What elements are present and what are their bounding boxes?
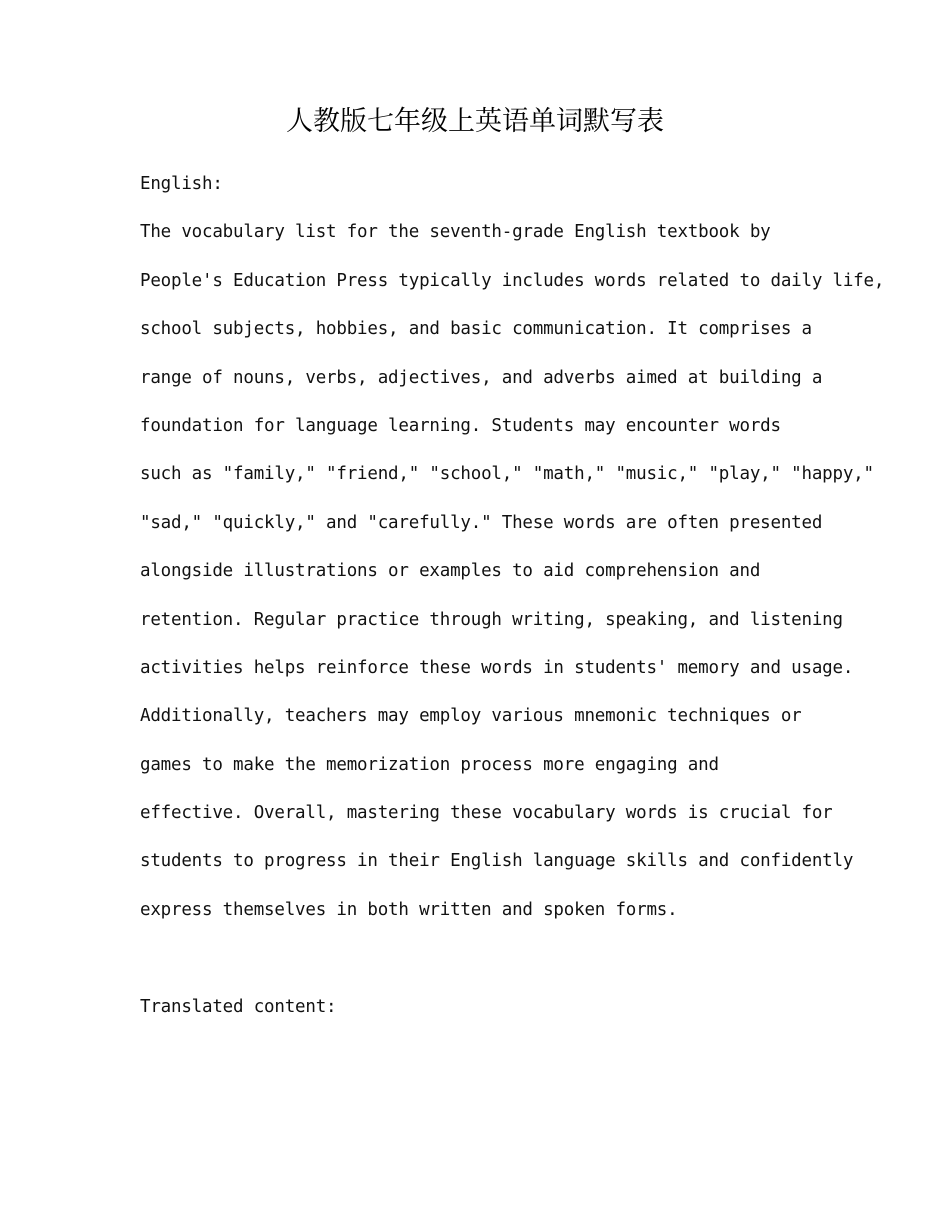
paragraph-line: such as "family," "friend," "school," "math," "music," "play," "happy," [140,464,874,485]
paragraph-line: "sad," "quickly," and "carefully." These words are often presented [140,512,823,533]
page-title: 人教版七年级上英语单词默写表 [286,106,664,137]
english-label: English: [140,174,223,194]
paragraph-line: foundation for language learning. Students may encounter words [140,415,781,436]
document-body [140,160,930,1031]
paragraph-line: activities helps reinforce these words in students' memory and usage. [140,657,854,678]
translated-content-label: Translated content: [140,996,337,1017]
paragraph-line: alongside illustrations or examples to aid comprehension and [140,561,761,582]
blank-line [140,934,930,982]
paragraph-line: students to progress in their English language skills and confidently [140,851,854,872]
paragraph-line: range of nouns, verbs, adjectives, and adverbs aimed at building a [140,367,823,388]
paragraph-line: retention. Regular practice through writing, speaking, and listening [140,609,843,630]
paragraph-line: school subjects, hobbies, and basic communication. It comprises a [140,319,812,340]
paragraph-line: The vocabulary list for the seventh-grade English textbook by [140,222,771,243]
paragraph-line: People's Education Press typically includes words related to daily life, [140,270,885,291]
paragraph-line: games to make the memorization process more engaging and [140,754,719,775]
paragraph-line: Additionally, teachers may employ various mnemonic techniques or [140,706,802,727]
paragraph-line: express themselves in both written and spoken forms. [140,899,678,920]
paragraph-line: effective. Overall, mastering these vocabulary words is crucial for [140,803,833,824]
